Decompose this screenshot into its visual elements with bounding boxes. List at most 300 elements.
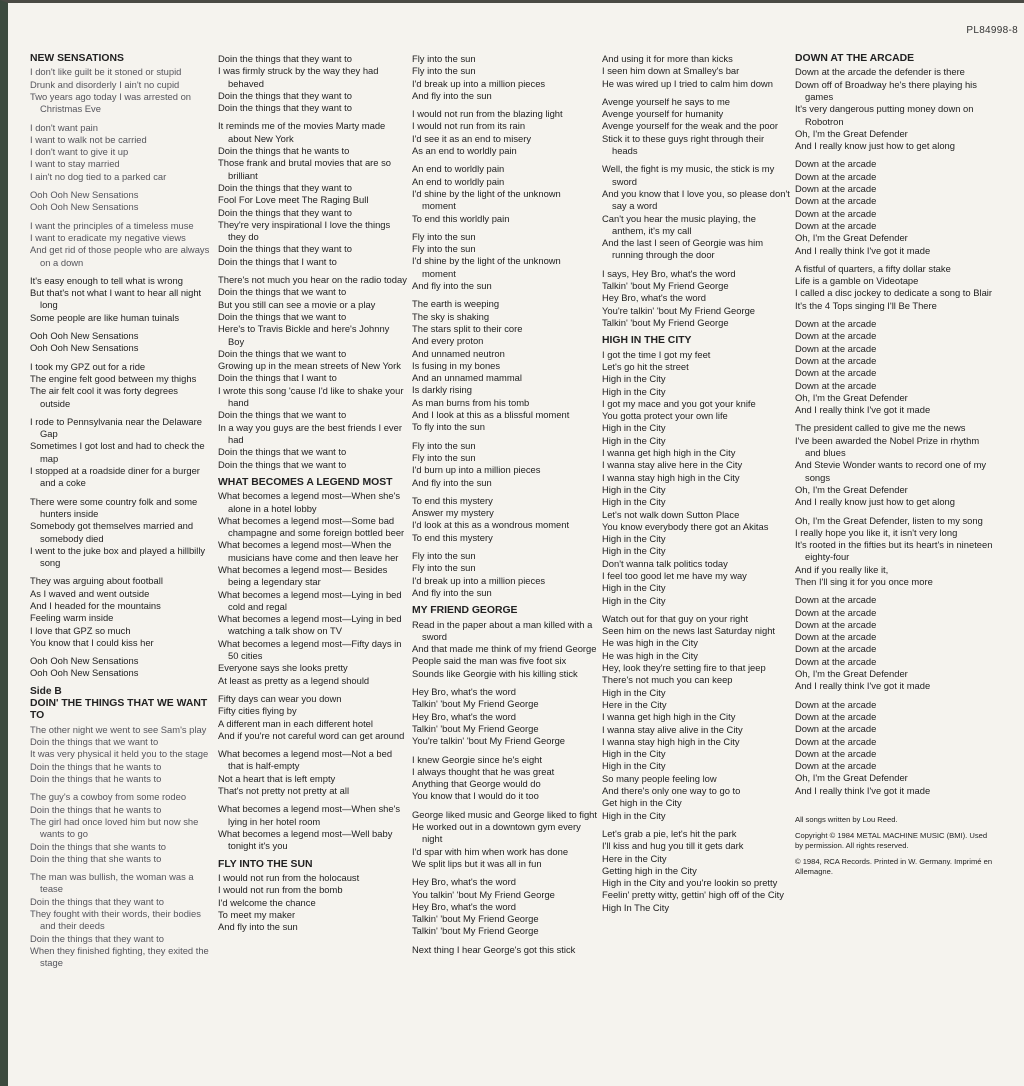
lyric-line: Those frank and brutal movies that are so brilliant xyxy=(218,157,392,181)
lyric-line: There were some country folk and some hunters inside xyxy=(30,495,198,519)
lyric-line: Talkin' 'bout My Friend George xyxy=(412,698,539,710)
lyric-line: To end this mystery xyxy=(412,494,493,506)
lyric-stanza xyxy=(218,274,408,471)
lyric-stanza xyxy=(218,872,408,933)
lyric-line: Ooh Ooh New Sensations xyxy=(30,201,139,213)
lyric-line: I want the principles of a timeless muse xyxy=(30,219,194,231)
lyric-line: I'd see it as an end to misery xyxy=(412,132,532,144)
lyric-stanza xyxy=(602,163,792,261)
lyric-line: Down at the arcade xyxy=(795,354,877,366)
lyric-line: The guy's a cowboy from some rodeo xyxy=(30,791,187,803)
lyric-line: What becomes a legend most—When the musicians have come and then leave her xyxy=(218,539,399,563)
lyric-line: I wanna get high high in the City xyxy=(602,447,736,459)
lyric-line: At least as pretty as a legend should xyxy=(218,674,370,686)
lyric-line: Down at the arcade xyxy=(795,594,877,606)
lyric-line: Here's to Travis Bickle and here's Johnny Boy xyxy=(218,323,390,347)
lyric-line: There's not much you can keep xyxy=(602,674,733,686)
lyric-stanza xyxy=(218,120,408,268)
lyric-stanza xyxy=(602,349,792,607)
lyric-line: High in the City xyxy=(602,496,666,508)
lyric-line: I ain't no dog tied to a parked car xyxy=(30,170,167,182)
lyric-line: And fly into the sun xyxy=(412,476,492,488)
lyric-line: Doin the things that they want to xyxy=(218,102,352,114)
lyric-stanza xyxy=(30,122,210,183)
lyric-stanza xyxy=(218,490,408,687)
lyric-line: Down at the arcade xyxy=(795,760,877,772)
lyric-line: I went to the juke box and played a hillbilly song xyxy=(30,544,206,569)
lyric-stanza xyxy=(412,619,597,680)
lyric-stanza xyxy=(30,275,210,324)
lyric-line: Down at the arcade xyxy=(795,207,877,219)
lyric-stanza xyxy=(795,318,995,416)
lyric-line: Doin the things that we want to xyxy=(30,736,159,748)
lyric-line: Down off of Broadway he's there playing his games xyxy=(795,78,977,102)
lyric-stanza xyxy=(412,163,597,224)
lyric-line: And if you're not careful word can get around xyxy=(218,729,405,741)
lyric-line: Watch out for that guy on your right xyxy=(602,612,749,624)
lyric-line: High in the City xyxy=(602,686,666,698)
lyric-line: Feeling warm inside xyxy=(30,612,114,624)
lyric-line: Down at the arcade the defender is there xyxy=(795,66,965,78)
lyric-stanza xyxy=(412,495,597,544)
lyric-line: Fifty days can wear you down xyxy=(218,692,342,704)
lyric-line: And I really think I've got it made xyxy=(795,784,931,796)
lyric-stanza xyxy=(218,693,408,742)
lyric-line: Oh, I'm the Great Defender xyxy=(795,668,908,680)
lyric-line: So many people feeling low xyxy=(602,772,717,784)
lyric-line: High in the City xyxy=(602,545,666,557)
lyric-line: Down at the arcade xyxy=(795,747,877,759)
lyric-line: Somebody got themselves married and somebody died xyxy=(30,520,194,544)
lyric-line: I knew Georgie since he's eight xyxy=(412,753,542,765)
lyric-line: And fly into the sun xyxy=(412,89,492,101)
lyric-line: Don't wanna talk politics today xyxy=(602,557,728,569)
lyric-line: Down at the arcade xyxy=(795,219,877,231)
lyric-line: Let's not walk down Sutton Place xyxy=(602,508,740,520)
lyric-line: I've been awarded the Nobel Prize in rhythm and blues xyxy=(795,434,980,459)
lyric-line: And fly into the sun xyxy=(412,280,492,292)
lyric-line: It was very physical it held you to the stage xyxy=(30,748,209,760)
lyric-line: He was high in the City xyxy=(602,637,698,649)
lyric-line: As an end to worldly pain xyxy=(412,145,517,157)
lyric-line: To end this mystery xyxy=(412,531,493,543)
lyric-line: To end this worldly pain xyxy=(412,212,510,224)
lyric-line: Feelin' pretty witty, gettin' high off of the City xyxy=(602,889,784,901)
lyric-line: Fly into the sun xyxy=(412,243,476,255)
lyric-stanza xyxy=(795,515,995,589)
lyric-line: And an unnamed mammal xyxy=(412,372,522,384)
lyric-line: Hey Bro, what's the word xyxy=(412,686,516,698)
lyric-line: Doin the things that we want to xyxy=(218,458,347,470)
lyric-line: Ooh Ooh New Sensations xyxy=(30,667,139,679)
lyric-line: To meet my maker xyxy=(218,908,296,920)
lyric-line: Then I'll sing it for you once more xyxy=(795,575,933,587)
label-notice: © 1984, RCA Records. Printed in W. Germany. Imprimé en Allemagne. xyxy=(795,857,993,877)
lyric-line: The sky is shaking xyxy=(412,310,490,322)
lyric-line: And I really think I've got it made xyxy=(795,680,931,692)
lyric-line: I wanna get high high in the City xyxy=(602,711,736,723)
lyric-line: Stick it to these guys right through their heads xyxy=(602,132,765,157)
lyric-line: I'd shine by the light of the unknown moment xyxy=(412,187,561,212)
lyric-line: What becomes a legend most— Besides being a legendary star xyxy=(218,563,388,588)
song-title: DOIN' THE THINGS THAT WE WANT TO xyxy=(30,698,208,722)
lyric-line: I would not run from the bomb xyxy=(218,884,343,896)
lyric-stanza xyxy=(30,655,210,680)
song-title: WHAT BECOMES A LEGEND MOST xyxy=(218,476,393,488)
lyric-line: Doin the things that he wants to xyxy=(30,760,162,772)
lyric-line: But that's not what I want to hear all night long xyxy=(30,287,202,311)
lyric-line: You know that I would do it too xyxy=(412,790,539,802)
lyric-line: Doin the things that I want to xyxy=(218,255,337,267)
lyrics-column-4 xyxy=(602,53,792,920)
lyric-stanza xyxy=(412,686,597,747)
lyric-line: And I headed for the mountains xyxy=(30,599,161,611)
lyric-line: The engine felt good between my thighs xyxy=(30,372,197,384)
lyric-line: Down at the arcade xyxy=(795,655,877,667)
lyric-line: Down at the arcade xyxy=(795,330,877,342)
lyric-line: People said the man was five foot six xyxy=(412,655,567,667)
lyric-line: I don't want pain xyxy=(30,121,98,133)
lyric-line: High in the City xyxy=(602,434,666,446)
lyric-line: I want to walk not be carried xyxy=(30,133,147,145)
lyric-line: High In The City xyxy=(602,901,670,913)
lyric-stanza xyxy=(30,724,210,785)
song-title: MY FRIEND GEORGE xyxy=(412,605,518,617)
lyric-line: The girl had once loved him but now she wants to go xyxy=(30,815,199,840)
lyric-line: High in the City xyxy=(602,533,666,545)
lyric-line: Fifty cities flying by xyxy=(218,705,297,717)
lyric-line: There's not much you hear on the radio today xyxy=(218,274,407,286)
lyric-line: And fly into the sun xyxy=(412,586,492,598)
lyric-line: Oh, I'm the Great Defender xyxy=(795,772,908,784)
lyric-line: It's rooted in the fifties but its heart's in nineteen eighty-four xyxy=(795,539,993,563)
lyric-stanza xyxy=(412,440,597,489)
lyrics-column-5 xyxy=(795,53,995,883)
lyric-line: Ooh Ooh New Sensations xyxy=(30,342,139,354)
lyric-stanza xyxy=(30,575,210,649)
song-title: FLY INTO THE SUN xyxy=(218,858,313,870)
lyric-line: Doin the things that they want to xyxy=(218,89,352,101)
lyric-line: It's very dangerous putting money down on Robotron xyxy=(795,103,974,127)
lyric-line: Hey Bro, what's the word xyxy=(412,710,516,722)
lyric-line: I wanna stay alive here in the City xyxy=(602,459,743,471)
lyric-line: You're talkin' 'bout My Friend George xyxy=(412,735,566,747)
song-title: HIGH IN THE CITY xyxy=(602,335,692,347)
lyric-stanza xyxy=(602,96,792,157)
lyric-line: Doin the things that they want to xyxy=(218,206,352,218)
lyric-line: Down at the arcade xyxy=(795,698,877,710)
song-title: DOWN AT THE ARCADE xyxy=(795,53,915,64)
lyric-line: Here in the City xyxy=(602,698,667,710)
lyric-line: Doin the things that we want to xyxy=(218,409,347,421)
lyric-line: I'd shine by the light of the unknown moment xyxy=(412,255,561,279)
lyric-line: They fought with their words, their bodies and their deeds xyxy=(30,908,201,932)
lyric-line: High in the City xyxy=(602,594,666,606)
lyric-line: High in the City xyxy=(602,760,666,772)
lyric-line: Can't you hear the music playing, the anthem, it's my call xyxy=(602,212,756,236)
lyric-line: Doin the things that he wants to xyxy=(30,773,162,785)
lyric-line: I want to stay married xyxy=(30,158,120,170)
lyric-line: And I really know just how to get along xyxy=(795,140,955,152)
lyric-line: Here in the City xyxy=(602,852,667,864)
lyric-line: Fly into the sun xyxy=(412,230,476,242)
lyric-line: And I really think I've got it made xyxy=(795,244,931,256)
lyric-line: Down at the arcade xyxy=(795,195,877,207)
lyric-stanza xyxy=(602,53,792,90)
lyric-line: The earth is weeping xyxy=(412,298,500,310)
lyric-line: Doin the things that we want to xyxy=(218,347,347,359)
catalog-number: PL84998-8 xyxy=(966,25,1018,36)
lyric-line: We split lips but it was all in fun xyxy=(412,857,542,869)
lyric-line: Fly into the sun xyxy=(412,53,476,64)
lyric-stanza xyxy=(602,613,792,822)
lyric-line: I'd break up into a million pieces xyxy=(412,574,546,586)
lyric-stanza xyxy=(30,220,210,269)
lyric-line: High in the City xyxy=(602,582,666,594)
lyric-line: Oh, I'm the Great Defender xyxy=(795,483,908,495)
lyric-line: Not a heart that is left empty xyxy=(218,772,336,784)
lyric-line: High in the City and you're lookin so pretty xyxy=(602,877,778,889)
lyric-line: And there's only one way to go to xyxy=(602,785,741,797)
songwriter-credit: All songs written by Lou Reed. xyxy=(795,815,898,825)
lyric-line: Doin the thing that she wants to xyxy=(30,852,162,864)
lyric-line: Doin the things that she wants to xyxy=(30,840,167,852)
lyric-line: They was arguing about football xyxy=(30,575,163,587)
lyric-line: Doin the things that we want to xyxy=(218,310,347,322)
lyric-line: I feel too good let me have my way xyxy=(602,569,747,581)
lyric-line: Down at the arcade xyxy=(795,342,877,354)
lyric-line: And you know that I love you, so please don't say a word xyxy=(602,187,790,212)
lyric-line: Down at the arcade xyxy=(795,367,877,379)
lyric-line: What becomes a legend most—Well baby tonight it's you xyxy=(218,827,393,852)
lyric-line: Answer my mystery xyxy=(412,507,494,519)
lyric-line: Drunk and disorderly I ain't no cupid xyxy=(30,78,180,90)
lyric-line: Growing up in the mean streets of New York xyxy=(218,360,401,372)
lyric-line: Down at the arcade xyxy=(795,606,877,618)
lyric-line: Doin the things that they want to xyxy=(30,932,164,944)
lyrics-column-2 xyxy=(218,53,408,939)
lyric-stanza xyxy=(30,871,210,969)
lyric-line: And if you really like it, xyxy=(795,563,889,575)
lyric-line: I'd break up into a million pieces xyxy=(412,77,546,89)
lyric-line: I got my mace and you got your knife xyxy=(602,397,756,409)
lyric-line: Down at the arcade xyxy=(795,643,877,655)
lyric-stanza xyxy=(30,66,210,115)
lyric-line: Everyone says she looks pretty xyxy=(218,662,348,674)
lyric-line: I would not run from its rain xyxy=(412,120,526,132)
lyric-stanza xyxy=(412,298,597,433)
lyric-line: High in the City xyxy=(602,373,666,385)
lyric-line: And I really think I've got it made xyxy=(795,404,931,416)
lyric-line: I really hope you like it, it isn't very long xyxy=(795,526,958,538)
lyric-stanza xyxy=(30,361,210,410)
lyric-line: He was wired up I tried to calm him down xyxy=(602,77,773,89)
lyric-line: What becomes a legend most—When she's alone in a hotel lobby xyxy=(218,490,401,514)
lyric-line: What becomes a legend most—Lying in bed cold and regal xyxy=(218,588,402,612)
lyric-stanza xyxy=(602,828,792,914)
lyric-line: High in the City xyxy=(602,809,666,821)
lyric-stanza xyxy=(30,496,210,570)
lyric-line: Talkin' 'bout My Friend George xyxy=(412,913,539,925)
lyric-line: You know everybody there got an Akitas xyxy=(602,520,769,532)
lyric-line: Hey Bro, what's the word xyxy=(412,876,516,888)
lyric-line: As I waved and went outside xyxy=(30,587,150,599)
lyric-line: Doin the things that they want to xyxy=(218,181,352,193)
lyric-line: You gotta protect your own life xyxy=(602,410,728,422)
lyric-line: The stars split to their core xyxy=(412,322,523,334)
lyric-line: I called a disc jockey to dedicate a song to Blair xyxy=(795,287,992,299)
lyric-line: Fly into the sun xyxy=(412,549,476,561)
lyric-line: Is darkly rising xyxy=(412,384,472,396)
lyric-line: And Stevie Wonder wants to record one of my songs xyxy=(795,459,987,483)
lyric-line: Doin the things that he wants to xyxy=(218,145,350,157)
lyric-line: I'd welcome the chance xyxy=(218,896,316,908)
lyric-line: What becomes a legend most—When she's lying in her hotel room xyxy=(218,803,401,827)
lyric-line: I wrote this song 'cause I'd like to shake your hand xyxy=(218,384,404,409)
lyric-line: High in the City xyxy=(602,483,666,495)
lyric-line: A different man in each different hotel xyxy=(218,717,373,729)
lyric-line: Down at the arcade xyxy=(795,158,877,170)
lyric-line: It's easy enough to tell what is wrong xyxy=(30,274,183,286)
lyric-line: I would not run from the blazing light xyxy=(412,108,563,120)
lyric-stanza xyxy=(218,748,408,797)
lyric-line: I always thought that he was great xyxy=(412,765,555,777)
lyric-line: Doin the things that they want to xyxy=(218,243,352,255)
lyric-line: Down at the arcade xyxy=(795,318,877,330)
lyric-line: You know that I could kiss her xyxy=(30,636,154,648)
lyric-stanza xyxy=(795,66,995,152)
lyric-line: When they finished fighting, they exited the stage xyxy=(30,944,209,969)
lyric-line: You talkin' 'bout My Friend George xyxy=(412,888,555,900)
lyric-line: They're very inspirational I love the things they do xyxy=(218,218,391,243)
lyric-line: And I look at this as a blissful moment xyxy=(412,409,570,421)
lyric-line: Avenge yourself he says to me xyxy=(602,95,731,107)
lyric-line: You're talkin' 'bout My Friend George xyxy=(602,304,756,316)
lyric-line: Fly into the sun xyxy=(412,65,476,77)
lyric-line: An end to worldly pain xyxy=(412,163,505,175)
lyric-line: I wanna stay alive alive in the City xyxy=(602,723,743,735)
lyric-line: Talkin' 'bout My Friend George xyxy=(602,316,729,328)
lyric-line: Oh, I'm the Great Defender xyxy=(795,232,908,244)
lyric-line: And fly into the sun xyxy=(218,921,298,933)
lyric-line: Down at the arcade xyxy=(795,631,877,643)
lyric-line: I love that GPZ so much xyxy=(30,624,131,636)
lyric-line: I was firmly struck by the way they had behaved xyxy=(218,65,379,89)
credits xyxy=(795,815,995,877)
lyric-line: High in the City xyxy=(602,422,666,434)
lyric-stanza xyxy=(412,53,597,102)
lyrics-column-3 xyxy=(412,53,597,962)
lyric-line: I don't want to give it up xyxy=(30,146,129,158)
lyric-line: An end to worldly pain xyxy=(412,175,505,187)
lyric-line: I'd burn up into a million pieces xyxy=(412,464,541,476)
lyric-line: Doin the things that I want to xyxy=(218,372,337,384)
lyric-line: Down at the arcade xyxy=(795,710,877,722)
lyric-line: Down at the arcade xyxy=(795,618,877,630)
lyric-line: Doin the things that they want to xyxy=(30,895,164,907)
lyric-stanza xyxy=(795,699,995,797)
lyric-line: What becomes a legend most—Not a bed that is half-empty xyxy=(218,748,393,772)
lyric-stanza xyxy=(412,754,597,803)
lyric-line: The air felt cool it was forty degrees outside xyxy=(30,385,178,409)
lyric-line: That's not pretty not pretty at all xyxy=(218,785,350,797)
lyric-line: What becomes a legend most—Fifty days in 50 cities xyxy=(218,637,402,662)
lyric-stanza xyxy=(30,189,210,214)
lyric-line: Avenge yourself for humanity xyxy=(602,108,724,120)
lyric-line: He was high in the City xyxy=(602,649,698,661)
lyric-line: I want to eradicate my negative views xyxy=(30,231,186,243)
lyric-line: And I really know just how to get along xyxy=(795,496,955,508)
lyric-line: And every proton xyxy=(412,335,484,347)
lyric-line: Hey, look they're setting fire to that jeep xyxy=(602,662,766,674)
lyric-line: As man burns from his tomb xyxy=(412,396,530,408)
lyric-line: Fly into the sun xyxy=(412,451,476,463)
lyric-line: It reminds me of the movies Marty made about New York xyxy=(218,120,386,144)
lyric-line: In a way you guys are the best friends I ever had xyxy=(218,421,402,445)
lyric-line: It's the 4 Tops singing I'll Be There xyxy=(795,299,937,311)
lyric-line: I wanna stay high high in the City xyxy=(602,735,740,747)
lyric-line: Get high in the City xyxy=(602,797,682,809)
lyric-line: I wanna stay high high in the City xyxy=(602,471,740,483)
lyric-line: Fool For Love meet The Raging Bull xyxy=(218,194,369,206)
lyric-line: The man was bullish, the woman was a tease xyxy=(30,871,194,895)
lyric-line: Life is a gamble on Videotape xyxy=(795,275,919,287)
lyric-line: Anything that George would do xyxy=(412,778,541,790)
lyric-stanza xyxy=(795,422,995,508)
lyric-line: Down at the arcade xyxy=(795,379,877,391)
lyric-line: But you still can see a movie or a play xyxy=(218,298,376,310)
lyric-line: I would not run from the holocaust xyxy=(218,871,360,883)
lyric-line: Ooh Ooh New Sensations xyxy=(30,330,139,342)
lyric-stanza xyxy=(412,876,597,937)
lyric-line: Doin the things that they want to xyxy=(218,53,352,64)
lyric-line: Down at the arcade xyxy=(795,183,877,195)
lyrics-column-1 xyxy=(30,53,210,976)
lyric-line: Oh, I'm the Great Defender xyxy=(795,127,908,139)
lyric-line: Fly into the sun xyxy=(412,562,476,574)
lyric-line: Ooh Ooh New Sensations xyxy=(30,189,139,201)
lyric-line: Oh, I'm the Great Defender xyxy=(795,391,908,403)
lyric-line: I don't like guilt be it stoned or stupid xyxy=(30,66,182,78)
lyric-stanza xyxy=(412,944,597,956)
lyric-line: I got the time I got my feet xyxy=(602,348,711,360)
lyric-line: And get rid of those people who are always on a down xyxy=(30,244,210,268)
lyric-line: Some people are like human tuinals xyxy=(30,311,180,323)
lyric-line: What becomes a legend most—Lying in bed watching a talk show on TV xyxy=(218,613,402,637)
lyric-line: And unnamed neutron xyxy=(412,347,505,359)
lyric-line: Is fusing in my bones xyxy=(412,359,501,371)
lyric-line: I took my GPZ out for a ride xyxy=(30,360,146,372)
lyric-line: To fly into the sun xyxy=(412,421,485,433)
lyric-line: The other night we went to see Sam's play xyxy=(30,723,207,735)
lyric-line: I'd look at this as a wondrous moment xyxy=(412,519,570,531)
lyric-stanza xyxy=(412,108,597,157)
lyric-line: I seen him down at Smalley's bar xyxy=(602,65,740,77)
lyric-line: Sounds like Georgie with his killing stick xyxy=(412,667,578,679)
copyright-notice: Copyright © 1984 METAL MACHINE MUSIC (BMI). Used by permission. All rights reserved. xyxy=(795,831,988,851)
lyric-line: Talkin' 'bout My Friend George xyxy=(412,722,539,734)
lyric-line: And using it for more than kicks xyxy=(602,53,733,64)
lyric-stanza xyxy=(795,263,995,312)
lyric-stanza xyxy=(218,803,408,852)
lyric-line: What becomes a legend most—Some bad champagne and some foreign bottled beer xyxy=(218,514,405,539)
lyric-line: Seen him on the news last Saturday night xyxy=(602,625,776,637)
lyric-line: Talkin' 'bout My Friend George xyxy=(412,925,539,937)
lyric-line: High in the City xyxy=(602,748,666,760)
lyric-line: Well, the fight is my music, the stick is my sword xyxy=(602,163,775,187)
lyric-stanza xyxy=(30,791,210,865)
lyric-line: Two years ago today I was arrested on Christmas Eve xyxy=(30,91,192,115)
